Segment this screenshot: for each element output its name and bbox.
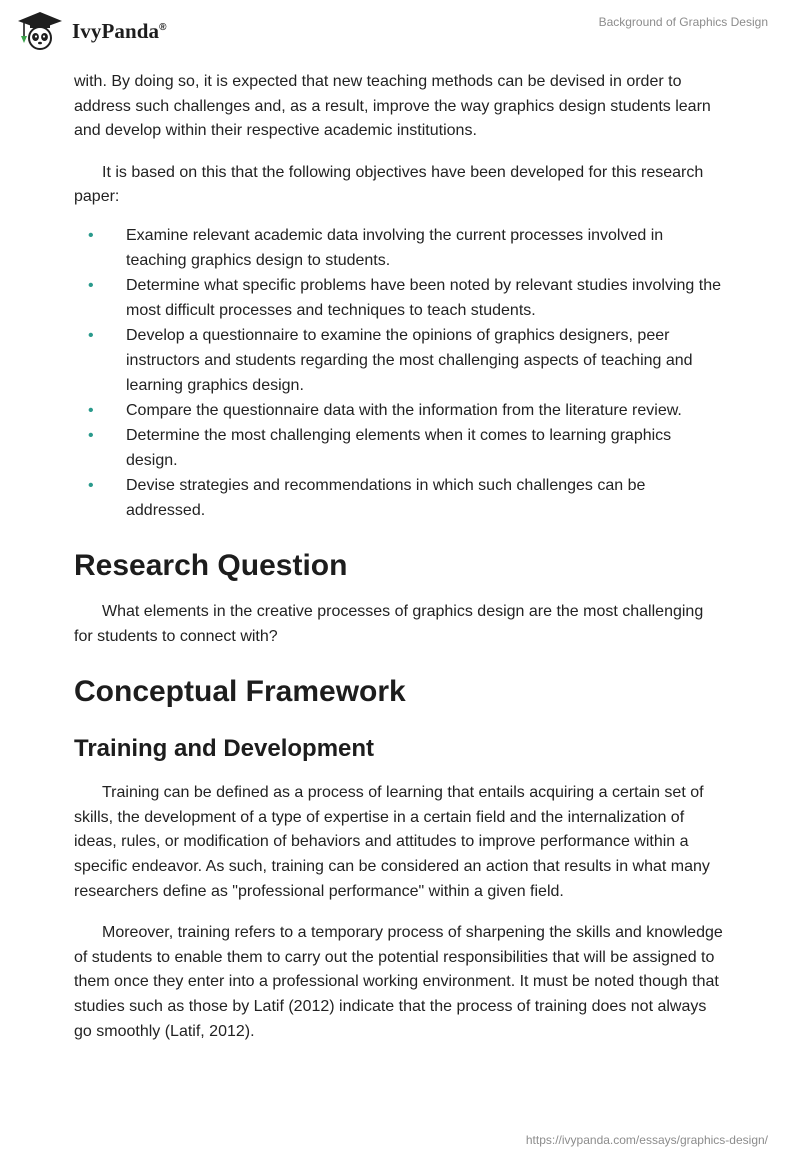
training-paragraph-2: Moreover, training refers to a temporary process of sharpening the skills and knowledge of students to enable them to carry out the potential responsibilities that will be assigned to them once they enter into a professional working environment. It must be noted though that studies such as those by Latif (2012) indicate that the process of training does not always go smoothly (Latif, 2012). (74, 924, 723, 1040)
heading-conceptual-framework: Conceptual Framework (74, 675, 406, 709)
list-item-text: Determine what specific problems have been noted by relevant studies involving the most difficult processes and techniques to teach students. (126, 276, 721, 319)
bullet-icon: • (88, 401, 94, 419)
bullet-icon: • (88, 326, 94, 344)
list-item (74, 273, 724, 323)
essay-body (74, 70, 724, 1044)
list-item (74, 323, 724, 398)
heading-research-question: Research Question (74, 548, 348, 582)
list-item-text: Examine relevant academic data involving the current processes involved in teaching graphics design to students. (126, 226, 664, 269)
list-item (74, 398, 724, 423)
list-item (74, 423, 724, 473)
list-item (74, 473, 724, 523)
bullet-icon: • (88, 226, 94, 244)
intro-paragraph: with. By doing so, it is expected that new teaching methods can be devised in order to address such challenges and, as a result, improve the way graphics design students learn and develop within their respective academic institutions. (74, 73, 711, 140)
panda-graduate-icon (14, 10, 66, 52)
brand-text: IvyPanda (72, 18, 160, 43)
list-item-text: Compare the questionnaire data with the information from the literature review. (126, 401, 682, 419)
brand-name (72, 19, 167, 44)
list-item-text: Determine the most challenging elements when it comes to learning graphics design. (126, 426, 672, 469)
objectives-list (74, 223, 724, 523)
list-item-text: Develop a questionnaire to examine the opinions of graphics designers, peer instructors and students regarding the most challenging aspects of teaching and learning graphics design. (126, 326, 693, 394)
list-item (74, 223, 724, 273)
research-question-paragraph: What elements in the creative processes of graphics design are the most challenging for students to connect with? (74, 602, 704, 645)
objectives-intro-paragraph: It is based on this that the following objectives have been developed for this research paper: (74, 163, 704, 206)
bullet-icon: • (88, 426, 94, 444)
bullet-icon: • (88, 276, 94, 294)
site-logo[interactable] (14, 10, 167, 52)
bullet-icon: • (88, 476, 94, 494)
source-url[interactable]: https://ivypanda.com/essays/graphics-design/ (525, 1133, 768, 1147)
list-item-text: Devise strategies and recommendations in which such challenges can be addressed. (126, 476, 646, 519)
document-title: Background of Graphics Design (598, 15, 768, 29)
training-paragraph-1: Training can be defined as a process of learning that entails acquiring a certain set of skills, the development of a type of expertise in a certain field and the internalization of ideas, rules, or modification of behaviors and attitudes to improve performance within a specific endeavor. As such, training can be considered an action that results in what many researchers define as "professional performance" within a given field. (74, 784, 710, 900)
registered-mark: ® (159, 21, 167, 33)
heading-training-development: Training and Development (74, 735, 375, 763)
